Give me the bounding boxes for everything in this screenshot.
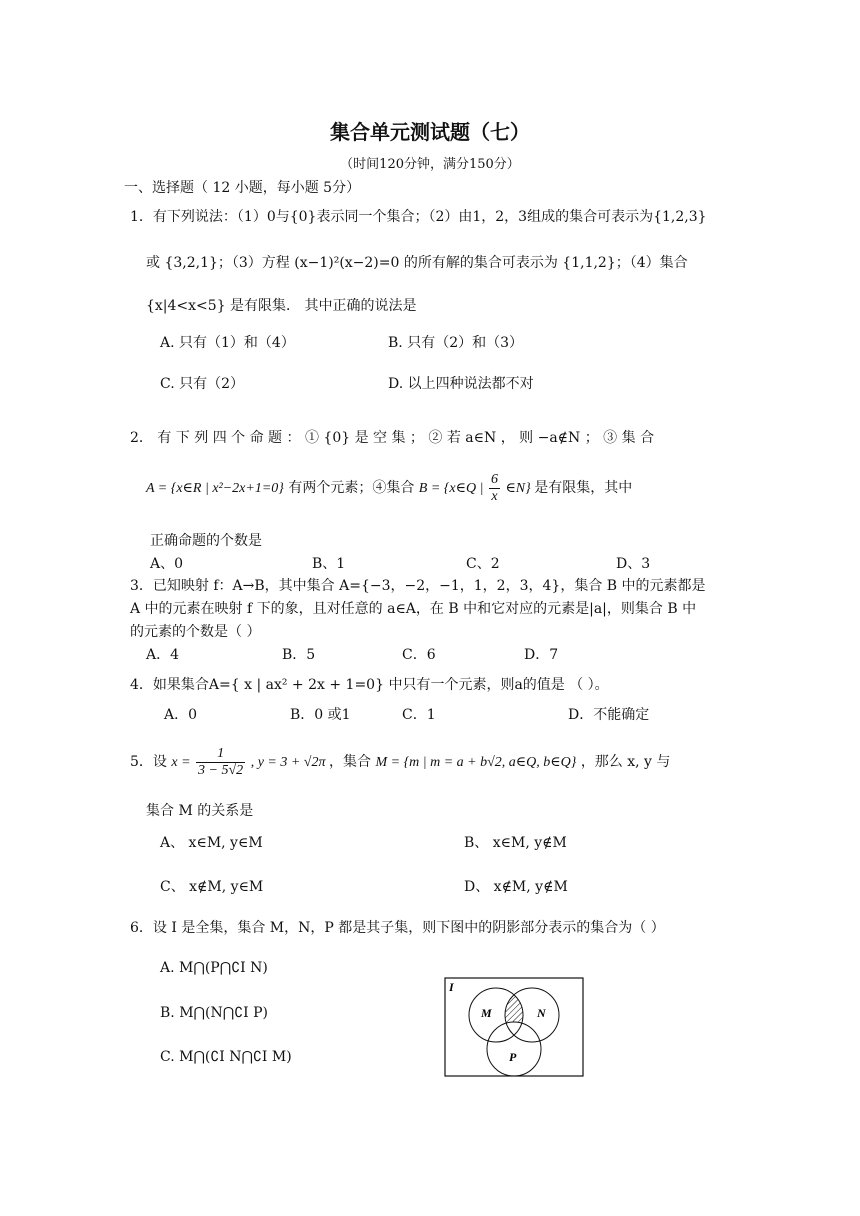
q6-option-c: C. M⋂(∁I N⋂∁I M) (160, 1049, 292, 1065)
section-heading: 一、选择题（ 12 小题，每小题 5分） (124, 180, 361, 196)
q1-line2: 或 {3,2,1}；（3）方程 (x−1)²(x−2)=0 的所有解的集合可表示为 {1,1,2}；（4）集合 (146, 255, 688, 271)
q6-line1: 6．设 I 是全集，集合 M，N，P 都是其子集，则下图中的阴影部分表示的集合为（ ） (130, 920, 665, 936)
q5-line2: 集合 M 的关系是 (146, 803, 254, 819)
q5-line1 (130, 746, 670, 779)
venn-diagram (444, 977, 584, 1077)
q2-set-a: A = {x∈R | x²−2x+1=0} (146, 481, 284, 496)
q2-line1: 2． 有 下 列 四 个 命 题 ： ① {0} 是 空 集 ； ② 若 a∈N ， 则 −a∉N ； ③ 集 合 (130, 430, 655, 446)
q3-line3: 的元素的个数是（ ） (130, 624, 261, 640)
q1-line3: {x|4<x<5} 是有限集． 其中正确的说法是 (146, 298, 417, 314)
q2-set-b-post: ∈N} (505, 481, 531, 496)
q5-x (171, 746, 329, 779)
q6-option-b: B. M⋂(N⋂∁I P) (160, 1005, 268, 1021)
page-subtitle: （时间120分钟，满分150分） (340, 157, 520, 172)
q5-mid: ，集合 (329, 754, 371, 770)
q3-option-a: A．4 (146, 647, 180, 663)
q3-option-c: C．6 (402, 647, 436, 663)
venn-label-n: N (537, 1006, 546, 1020)
q1-option-c: C. 只有（2） (160, 376, 245, 392)
q2-line3: 正确命题的个数是 (150, 533, 262, 549)
page-title: 集合单元测试题（七） (330, 120, 530, 144)
q2-frac-den: x (491, 489, 498, 505)
q5-pre: 5．设 (130, 754, 167, 770)
q6-option-a: A. M⋂(P⋂∁I N) (160, 960, 268, 976)
q2-line2 (146, 472, 632, 505)
q5-y: , y = 3 + √2π (250, 755, 326, 770)
q5-option-d: D、 x∉M, y∉M (464, 879, 568, 895)
q3-line1: 3．已知映射 f：A→B，其中集合 A={−3，−2，−1，1，2，3，4}，集合 B 中的元素都是 (130, 578, 706, 594)
q2-option-a: A、0 (150, 556, 184, 572)
q1-option-d: D. 以上四种说法都不对 (388, 376, 534, 392)
q2-text-a: 有两个元素；④集合 (288, 480, 415, 496)
q5-fraction (196, 746, 245, 779)
q4-option-d: D．不能确定 (568, 707, 650, 723)
venn-label-i: I (449, 980, 454, 994)
q4-option-a: A．0 (164, 707, 198, 723)
q2-set-b (418, 472, 534, 505)
q4-option-b: B．0 或1 (290, 707, 351, 723)
q3-option-d: D．7 (524, 647, 559, 663)
q2-fraction (489, 472, 500, 505)
q1-option-a: A. 只有（1）和（4） (160, 335, 295, 351)
q5-frac-den: 3 − 5√2 (198, 763, 244, 779)
q5-post: ，那么 x, y 与 (580, 754, 671, 770)
q5-option-a: A、 x∈M, y∈M (160, 835, 263, 851)
q2-option-c: C、2 (466, 556, 500, 572)
q1-option-b: B. 只有（2）和（3） (388, 335, 524, 351)
venn-label-m: M (481, 1006, 492, 1020)
q5-option-c: C、 x∉M, y∈M (160, 879, 264, 895)
q3-option-b: B．5 (282, 647, 316, 663)
q5-option-b: B、 x∈M, y∉M (464, 835, 567, 851)
q4-option-c: C．1 (402, 707, 436, 723)
q2-option-d: D、3 (616, 556, 651, 572)
q2-set-b-pre: B = {x∈Q | (418, 481, 484, 496)
q4-line1: 4．如果集合A={ x | ax² + 2x + 1=0} 中只有一个元素，则a的值是 （ ）。 (130, 677, 609, 693)
venn-label-p: P (509, 1050, 517, 1064)
q1-line1: 1．有下列说法：（1）0与{0}表示同一个集合；（2）由1，2，3组成的集合可表示为{1,2,3} (130, 209, 707, 225)
q2-option-b: B、1 (312, 556, 346, 572)
q5-frac-num: 1 (196, 746, 245, 763)
q5-x-lhs: x = (171, 755, 191, 770)
q5-set-m: M = {m | m = a + b√2, a∈Q, b∈Q} (375, 755, 577, 770)
q2-text-b: 是有限集，其中 (534, 480, 633, 496)
q3-line2: A 中的元素在映射 f 下的象，且对任意的 a∈A，在 B 中和它对应的元素是|a|，则集合 B 中 (130, 601, 697, 617)
q2-frac-num: 6 (490, 472, 498, 488)
